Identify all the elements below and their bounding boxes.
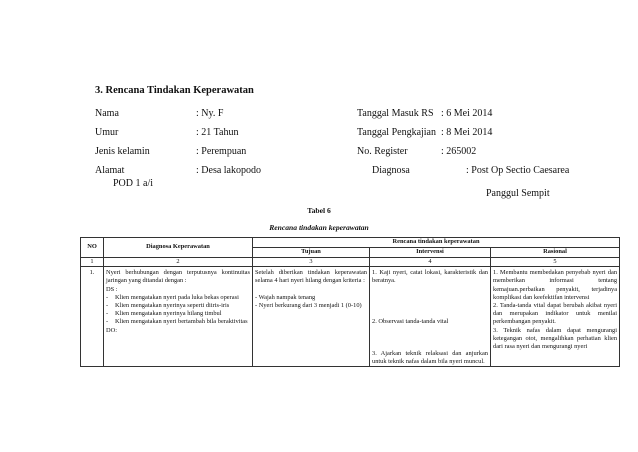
rasional-item: 2. Tanda-tanda vital dapat berubah akibat nyeri dan merupakan indikator untuk menilai perkembangan penyakit.: [493, 302, 618, 326]
intervensi-item: 3. Ajarkan teknik relaksasi dan anjurkan untuk teknik nafas dalam bila nyeri muncul.: [372, 349, 488, 366]
list-item: - Klien mengatakan nyerinya hilang timbul: [106, 310, 222, 318]
table-row: [81, 267, 620, 367]
alamat-value: : Desa lakopodo: [196, 165, 261, 176]
diagnosa-label: Diagnosa: [372, 165, 410, 176]
header-diagnosa: Diagnosa Keperawatan: [104, 238, 253, 258]
tanggal-pengkajian-value: : 8 Mei 2014: [441, 127, 493, 138]
diagnosa-value: : Post Op Sectio Caesarea: [466, 165, 570, 176]
diagnosa-text: Nyeri berhubungan dengan terputusnya kontinuitas jaringan yang ditandai dengan :: [106, 269, 250, 285]
jenis-kelamin-label: Jenis kelamin: [95, 146, 150, 157]
intervensi-cell: [370, 267, 491, 367]
column-number: 5: [491, 258, 620, 267]
header-intervensi: Intervensi: [370, 248, 491, 258]
intervensi-item: 1. Kaji nyeri, catat lokasi, karakteristik dan beratnya.: [372, 269, 488, 285]
criteria-item: - Wajah nampak tenang: [255, 293, 316, 301]
jenis-kelamin-value: : Perempuan: [196, 146, 247, 157]
nama-label: Nama: [95, 108, 119, 119]
rasional-item: 3. Teknik nafas dalam dapat mengurangi ketegangan otot, mengalihkan perhatian klien dari rasa nyeri dan mengurangi nyeri: [493, 326, 618, 351]
list-item: - Klien mengatakan nyeri pada luka bekas operasi: [106, 293, 239, 301]
tanggal-masuk-label: Tanggal Masuk RS: [357, 108, 434, 119]
panggul-text: Panggul Sempit: [486, 188, 550, 199]
rencana-table: [80, 237, 620, 367]
no-register-label: No. Register: [357, 146, 408, 157]
tanggal-masuk-value: : 6 Mei 2014: [441, 108, 493, 119]
pod-text: POD 1 a/i: [113, 178, 153, 189]
alamat-label: Alamat: [95, 165, 125, 176]
tujuan-text: Setelah diberikan tindakan keperawatan selama 4 hari nyeri hilang dengan kriteria :: [255, 269, 367, 285]
list-item: - Klien mengatakan nyerinya seperti diiris-iris: [106, 302, 230, 310]
ds-label: DS :: [106, 285, 118, 293]
header-rasional: Rasional: [491, 248, 620, 258]
column-number: 2: [104, 258, 253, 267]
tanggal-pengkajian-label: Tanggal Pengkajian: [357, 127, 436, 138]
table-title: Tabel 6: [307, 206, 331, 215]
do-label: DO:: [106, 326, 118, 334]
section-heading: 3. Rencana Tindakan Keperawatan: [95, 85, 254, 96]
umur-value: : 21 Tahun: [196, 127, 239, 138]
header-tujuan: Tujuan: [253, 248, 370, 258]
column-number: 1: [81, 258, 104, 267]
umur-label: Umur: [95, 127, 119, 138]
intervensi-item: 2. Observasi tanda-tanda vital: [372, 317, 449, 325]
row-number: 1.: [81, 267, 104, 367]
no-register-value: : 265002: [441, 146, 477, 157]
criteria-item: - Nyeri berkurang dari 3 menjadi 1 (0-10): [255, 301, 362, 309]
header-rencana: Rencana tindakan keperawatan: [253, 238, 620, 248]
table-subtitle: Rencana tindakan keperawatan: [269, 223, 369, 232]
column-number: 3: [253, 258, 370, 267]
header-no: NO: [81, 238, 104, 258]
column-number: 4: [370, 258, 491, 267]
nama-value: : Ny. F: [196, 108, 224, 119]
tujuan-cell: [253, 267, 370, 367]
rasional-cell: [491, 267, 620, 367]
list-item: - Klien mengatakan nyeri bertambah bila beraktivitas: [106, 318, 248, 326]
diagnosa-cell: [104, 267, 253, 367]
rasional-item: 1. Membantu membedakan penyebab nyeri dan memberikan informasi tentang kemajuan.perbaikan penyakit, terjadinya komplikasi dan keefektifan intervensi: [493, 269, 618, 301]
